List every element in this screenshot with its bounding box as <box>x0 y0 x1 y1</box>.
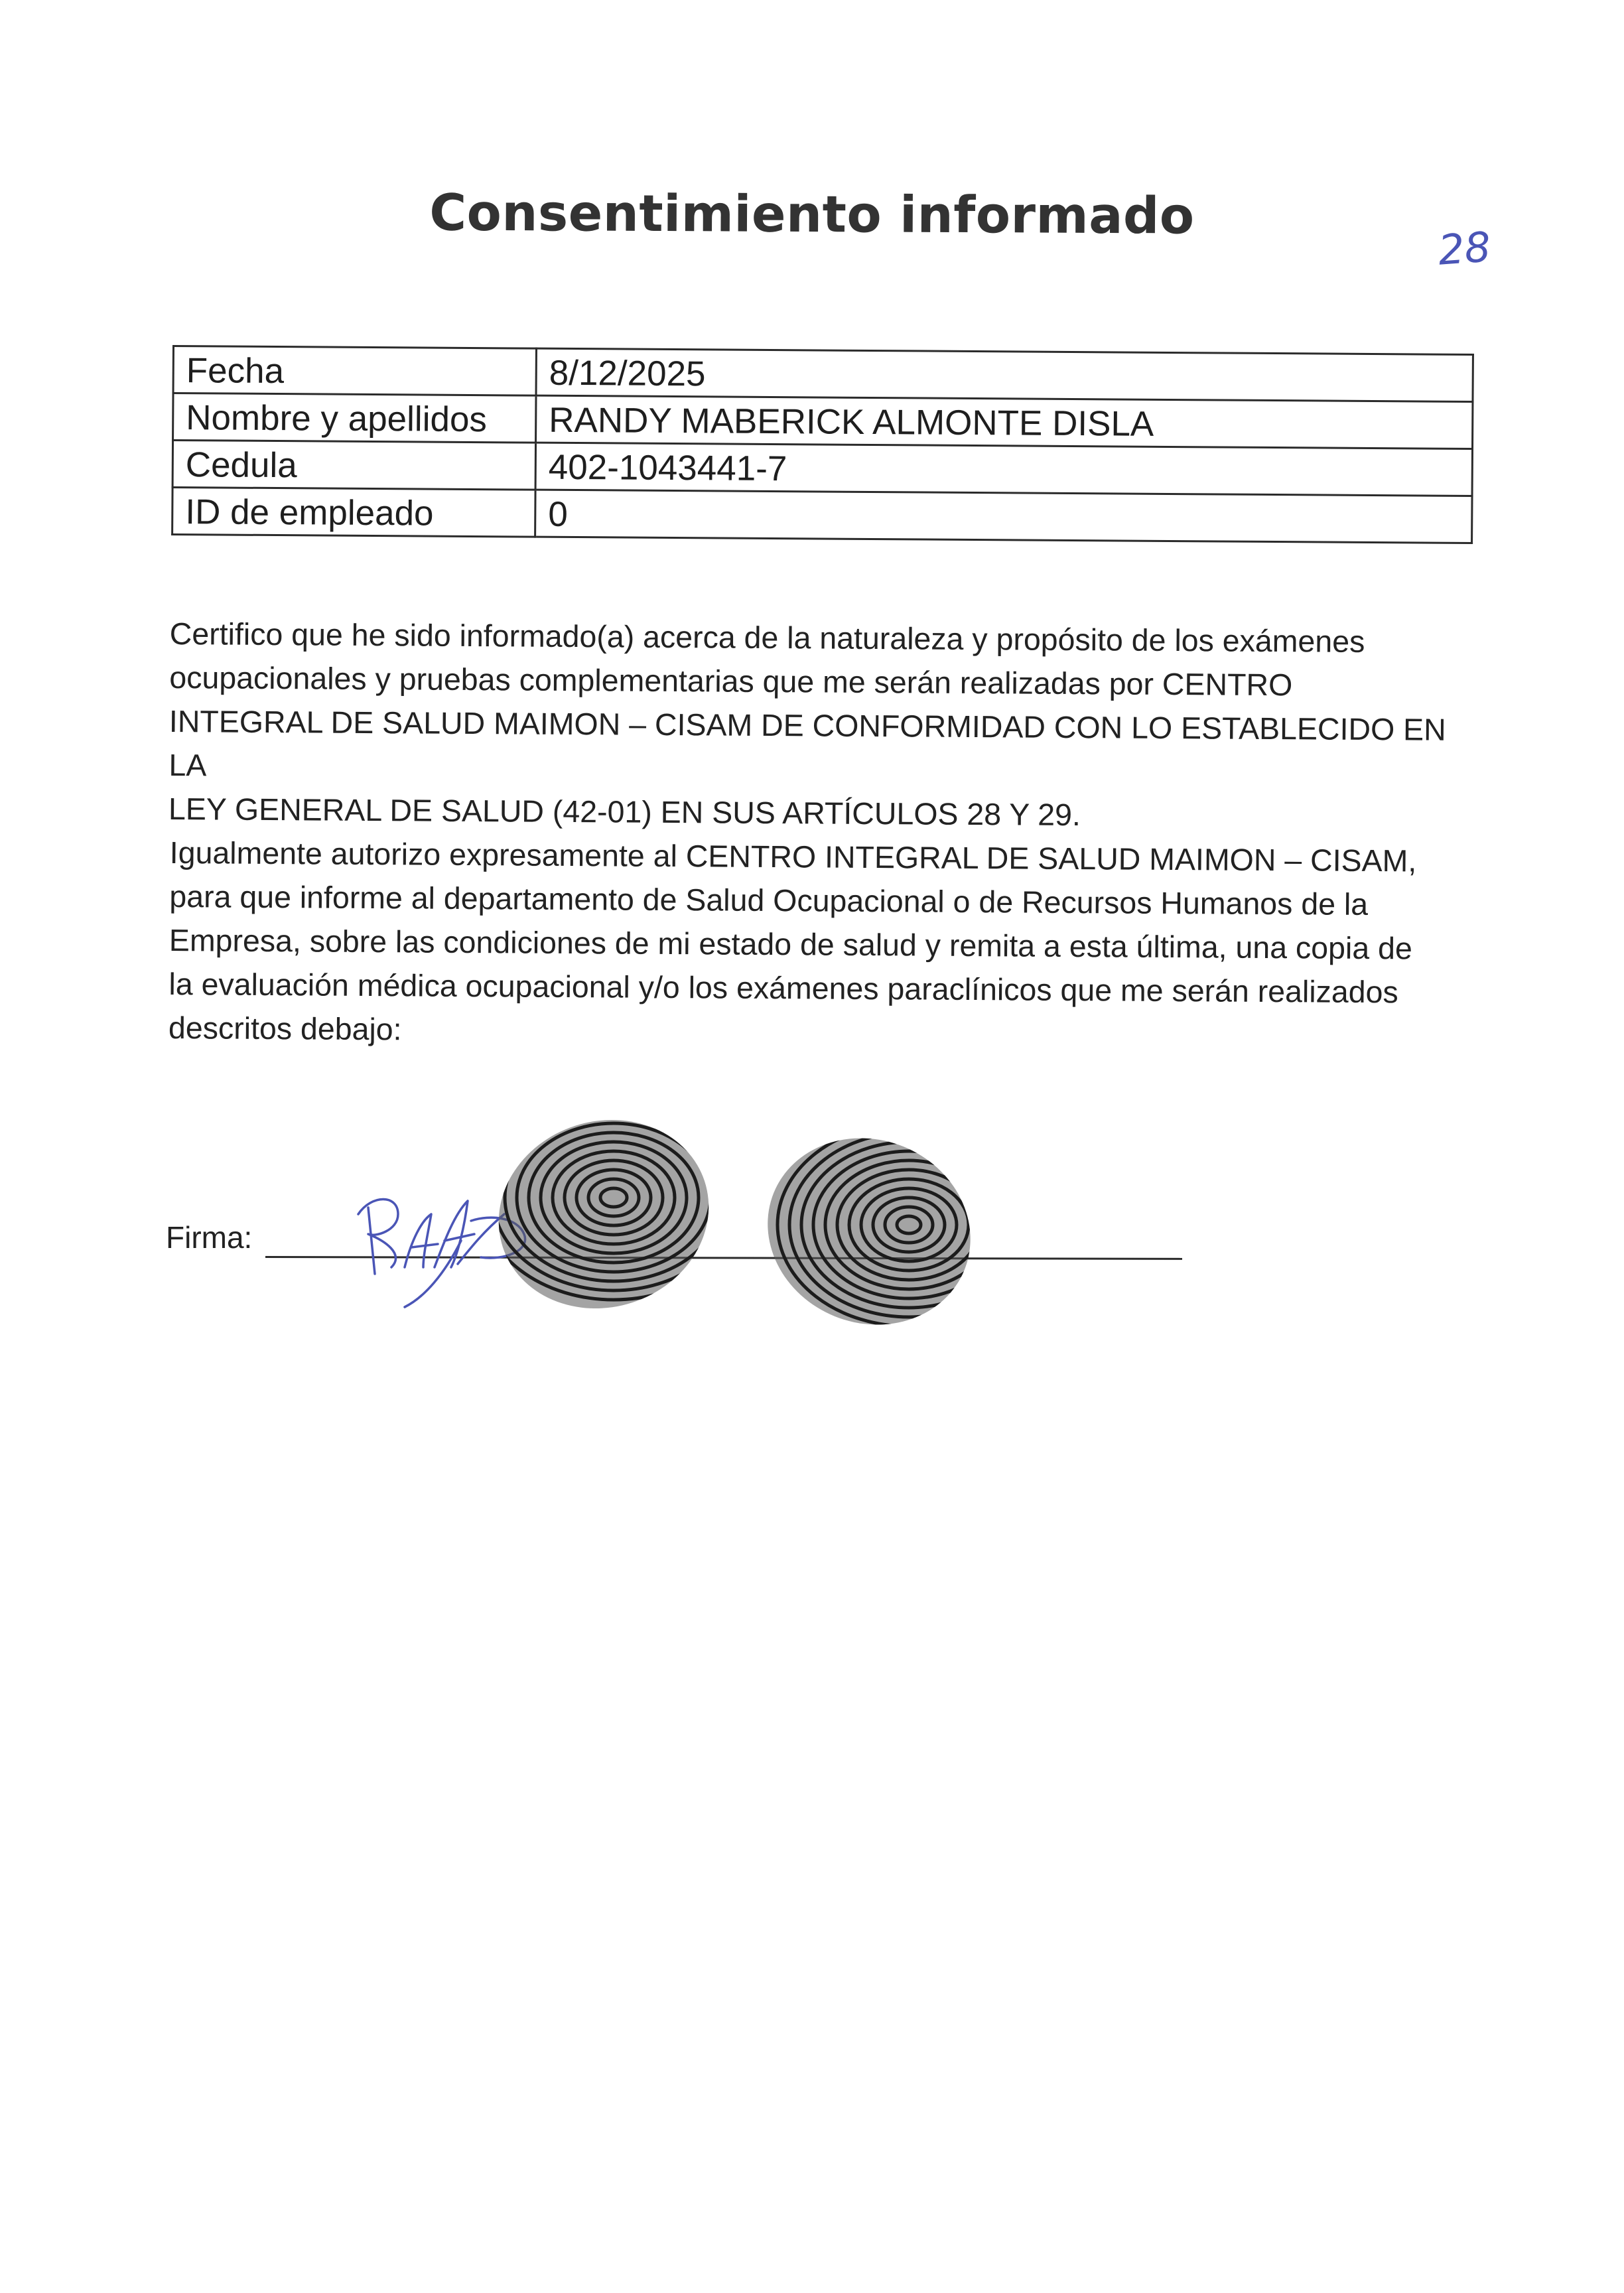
paragraph-line: INTEGRAL DE SALUD MAIMON – CISAM DE CONFORMIDAD CON LO ESTABLECIDO EN LA <box>169 703 1446 783</box>
paragraph-line: Igualmente autorizo expresamente al CENTRO INTEGRAL DE SALUD MAIMON – CISAM, <box>169 835 1417 878</box>
table-row <box>173 393 1473 449</box>
field-value-nombre: RANDY MABERICK ALMONTE DISLA <box>536 395 1473 449</box>
field-value-cedula: 402-1043441-7 <box>535 443 1472 496</box>
paragraph-line: para que informe al departamento de Salud Ocupacional o de Recursos Humanos de la <box>169 878 1369 922</box>
employee-info-table <box>171 345 1474 544</box>
table-row <box>172 441 1472 496</box>
document-title: Consentimiento informado <box>429 182 1195 245</box>
field-label-id-empleado: ID de empleado <box>172 488 535 537</box>
field-label-nombre: Nombre y apellidos <box>173 393 536 443</box>
consent-paragraph-2 <box>169 831 1470 1058</box>
fingerprint-icon <box>756 1132 982 1331</box>
paragraph-line: LEY GENERAL DE SALUD (42-01) EN SUS ARTÍCULOS 28 Y 29. <box>168 791 1081 833</box>
handwritten-page-number: 28 <box>1436 222 1493 275</box>
paragraph-line: ocupacionales y pruebas complementarias que me serán realizadas por CENTRO <box>169 660 1293 703</box>
paragraph-line: la evaluación médica ocupacional y/o los exámenes paraclínicos que me serán realizados <box>169 966 1398 1010</box>
table-row <box>173 346 1473 402</box>
field-label-cedula: Cedula <box>172 441 535 490</box>
fingerprint-icon <box>491 1115 716 1314</box>
signature-label: Firma: <box>166 1220 253 1255</box>
consent-paragraph-1 <box>169 612 1470 839</box>
table-row <box>172 488 1472 543</box>
field-value-id-empleado: 0 <box>535 490 1472 543</box>
paragraph-line: Empresa, sobre las condiciones de mi estado de salud y remita a esta última, una copia de <box>169 922 1412 966</box>
field-value-fecha: 8/12/2025 <box>536 348 1473 401</box>
paragraph-line: descritos debajo: <box>168 1010 402 1047</box>
field-label-fecha: Fecha <box>173 346 536 396</box>
paragraph-line: Certifico que he sido informado(a) acerca de la naturaleza y propósito de los exámenes <box>169 616 1365 659</box>
